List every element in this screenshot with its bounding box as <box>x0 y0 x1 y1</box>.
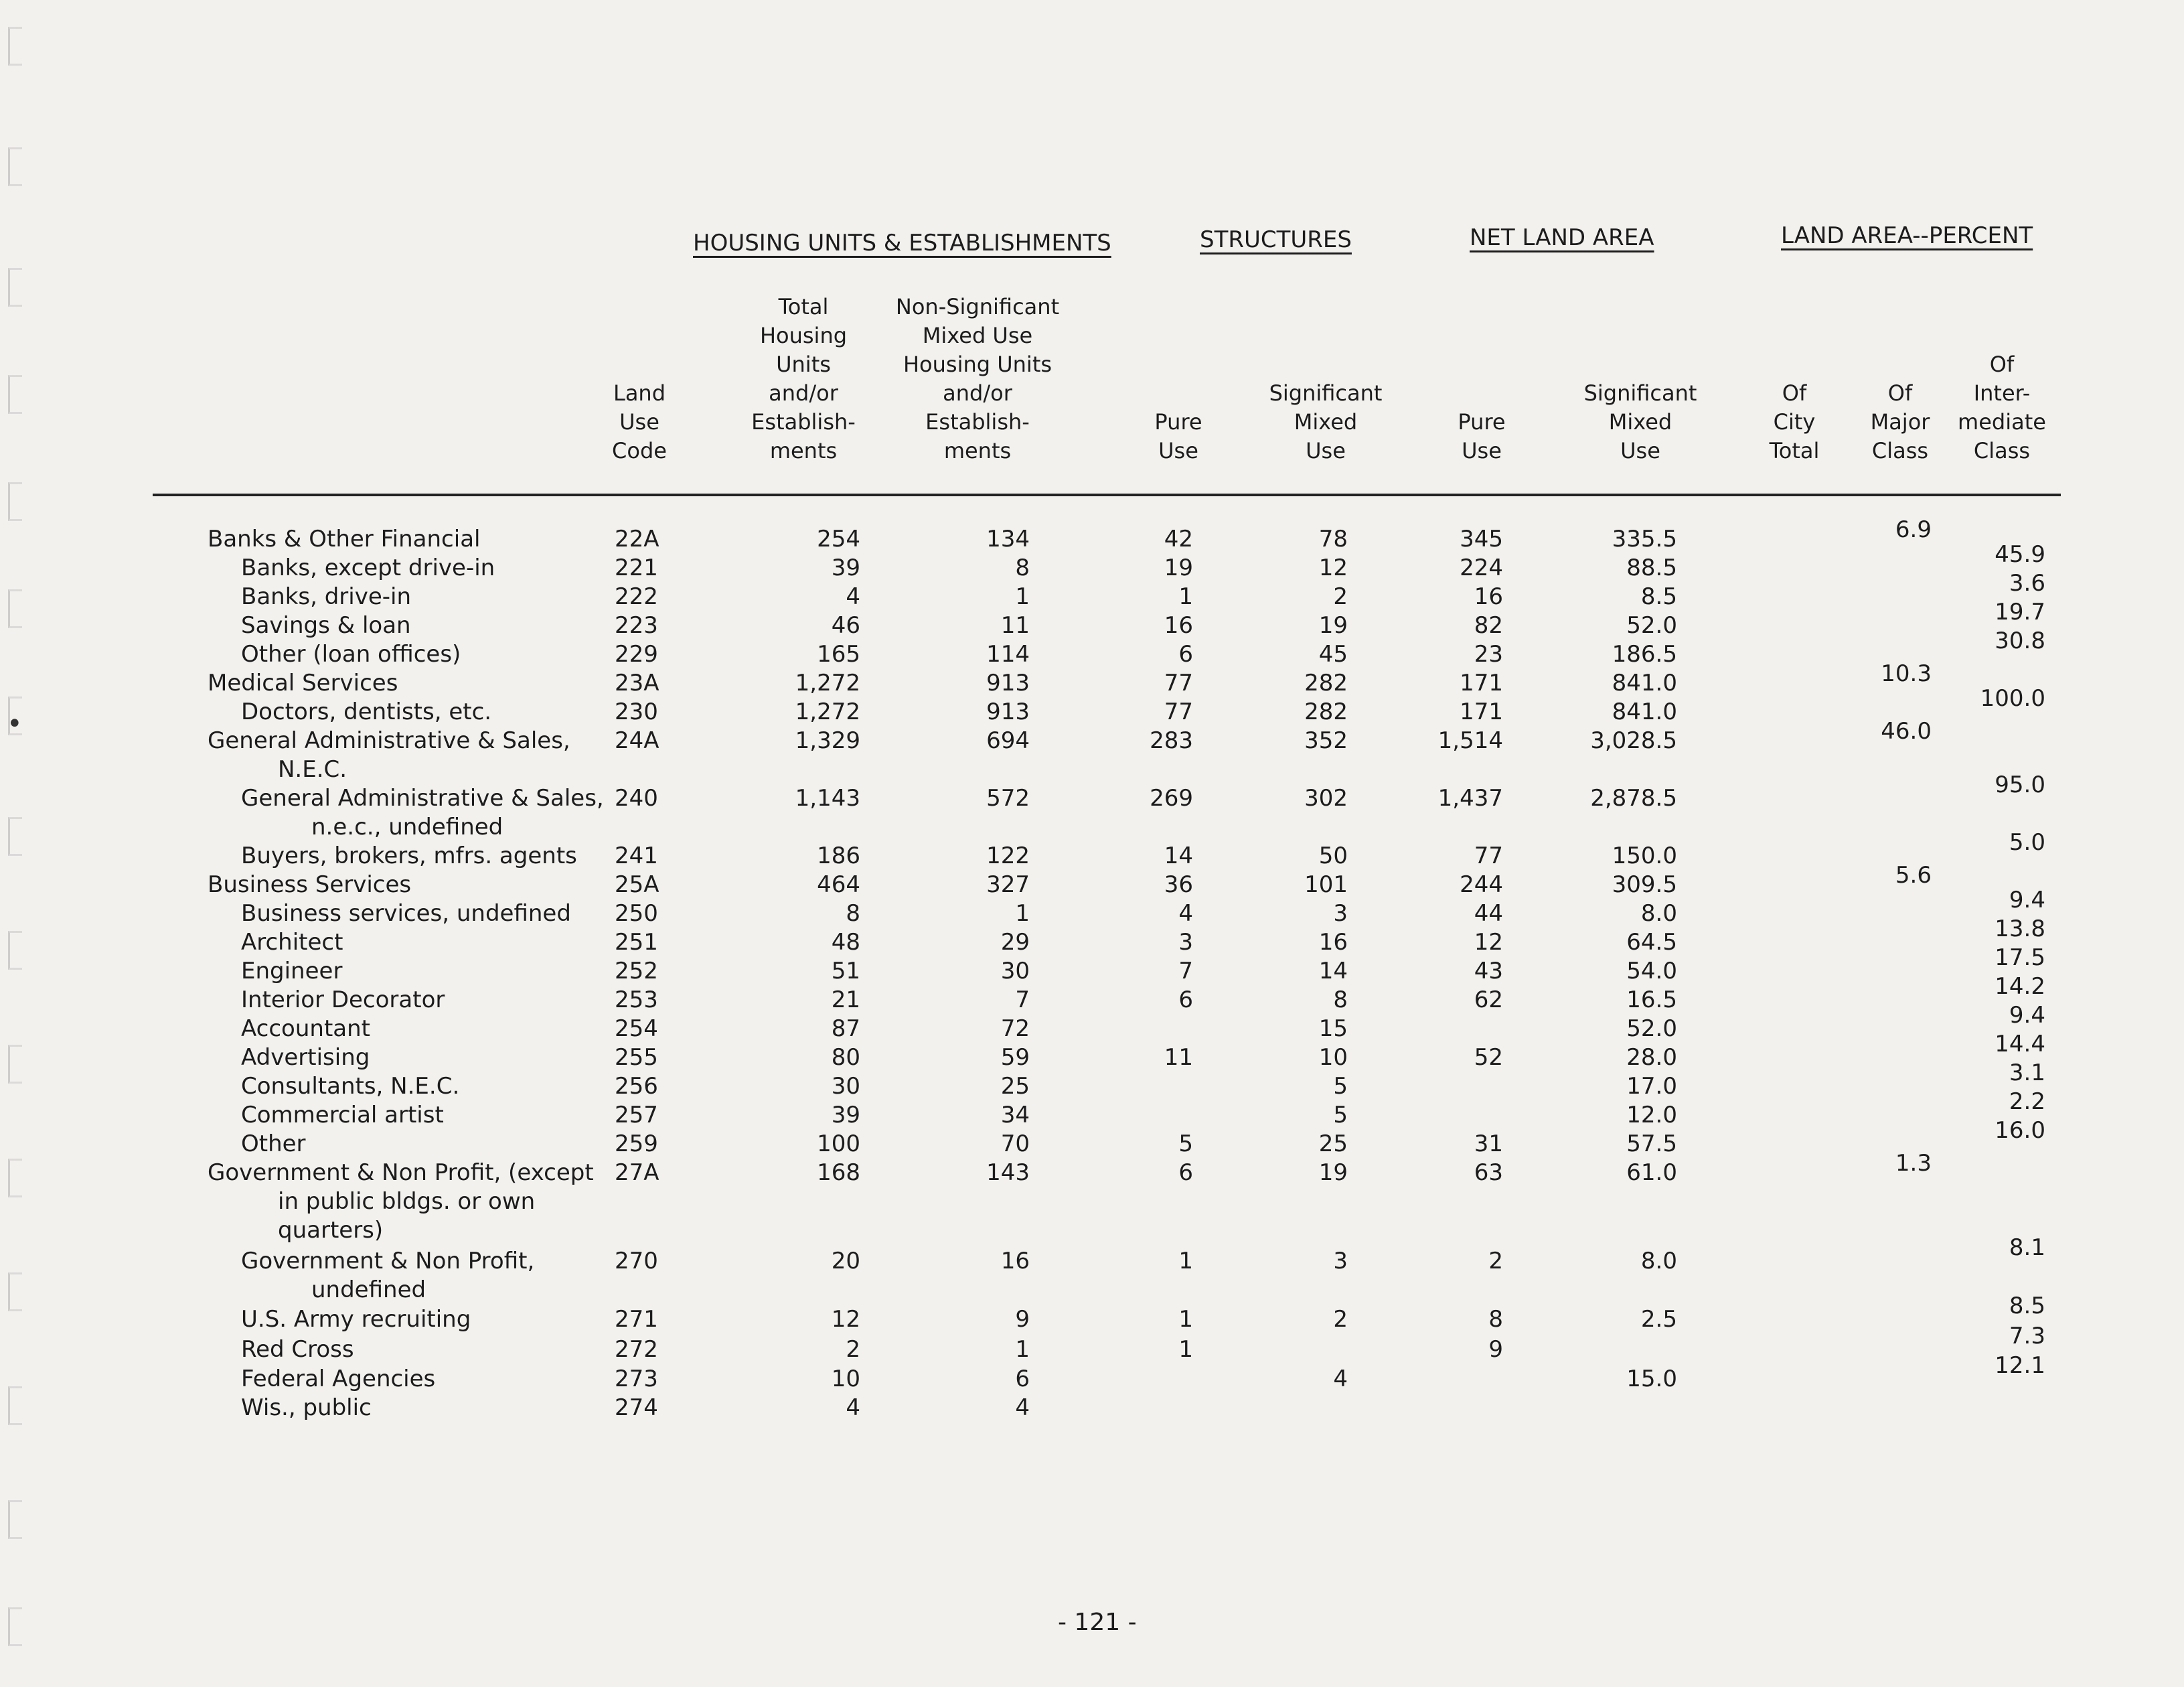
row-label-continued: n.e.c., undefined <box>311 814 503 840</box>
row-label: Other <box>241 1130 306 1157</box>
cell-s-sig: 15 <box>1318 1015 1348 1042</box>
row-label: U.S. Army recruiting <box>241 1306 471 1333</box>
group-header-land-area-percent: LAND AREA--PERCENT <box>1781 222 2033 249</box>
cell-n-pure: 8 <box>1488 1306 1503 1333</box>
land-use-code: 252 <box>615 958 658 984</box>
row-label: Business Services <box>208 871 412 898</box>
cell-s-sig: 8 <box>1333 986 1348 1013</box>
cell-n-sig: 186.5 <box>1612 641 1677 668</box>
cell-s-pure: 1 <box>1178 1306 1193 1333</box>
row-label: Consultants, N.E.C. <box>241 1073 460 1100</box>
cell-s-pure: 1 <box>1178 583 1193 610</box>
cell-total: 51 <box>831 958 860 984</box>
cell-total: 1,272 <box>795 699 860 725</box>
land-use-code: 250 <box>615 900 658 927</box>
cell-total: 2 <box>846 1336 860 1363</box>
cell-s-sig: 12 <box>1318 555 1348 581</box>
row-label: Red Cross <box>241 1336 354 1363</box>
cell-s-pure: 19 <box>1164 555 1193 581</box>
cell-total: 1,329 <box>795 727 860 754</box>
row-label: Business services, undefined <box>241 900 571 927</box>
cell-n-pure: 63 <box>1474 1159 1503 1186</box>
cell-n-pure: 171 <box>1460 670 1503 696</box>
land-use-code: 22A <box>615 526 659 553</box>
cell-nonsig: 1 <box>1015 900 1030 927</box>
row-label: General Administrative & Sales, <box>208 727 570 754</box>
cell-n-sig: 54.0 <box>1626 958 1677 984</box>
row-label: Engineer <box>241 958 343 984</box>
cell-s-sig: 78 <box>1318 526 1348 553</box>
cell-s-sig: 101 <box>1304 871 1348 898</box>
cell-n-sig: 309.5 <box>1612 871 1677 898</box>
cell-n-pure: 62 <box>1474 986 1503 1013</box>
cell-p-inter: 14.4 <box>1995 1031 2045 1057</box>
cell-n-pure: 31 <box>1474 1130 1503 1157</box>
cell-s-sig: 16 <box>1318 929 1348 956</box>
cell-total: 8 <box>846 900 860 927</box>
cell-n-sig: 52.0 <box>1626 1015 1677 1042</box>
cell-s-pure: 4 <box>1178 900 1193 927</box>
cell-n-pure: 171 <box>1460 699 1503 725</box>
cell-total: 20 <box>831 1248 860 1274</box>
row-label: Architect <box>241 929 343 956</box>
cell-p-inter: 7.3 <box>2009 1323 2045 1349</box>
land-use-code: 223 <box>615 612 658 639</box>
cell-n-pure: 2 <box>1488 1248 1503 1274</box>
cell-s-sig: 302 <box>1304 785 1348 812</box>
cell-total: 186 <box>817 842 860 869</box>
cell-total: 46 <box>831 612 860 639</box>
cell-n-pure: 345 <box>1460 526 1503 553</box>
cell-n-sig: 3,028.5 <box>1590 727 1677 754</box>
cell-s-pure: 11 <box>1164 1044 1193 1071</box>
cell-n-pure: 1,514 <box>1437 727 1503 754</box>
cell-p-inter: 14.2 <box>1995 973 2045 1000</box>
cell-p-inter: 16.0 <box>1995 1117 2045 1144</box>
cell-s-sig: 25 <box>1318 1130 1348 1157</box>
cell-p-major: 10.3 <box>1881 660 1932 687</box>
cell-p-inter: 8.5 <box>2009 1293 2045 1319</box>
column-header-city-total: Of City Total <box>1769 380 1820 463</box>
cell-total: 1,272 <box>795 670 860 696</box>
cell-n-sig: 57.5 <box>1626 1130 1677 1157</box>
cell-s-pure: 14 <box>1164 842 1193 869</box>
cell-n-sig: 16.5 <box>1626 986 1677 1013</box>
row-label-continued: in public bldgs. or own <box>278 1188 536 1215</box>
cell-s-sig: 5 <box>1333 1073 1348 1100</box>
cell-total: 4 <box>846 1394 860 1421</box>
cell-total: 168 <box>817 1159 860 1186</box>
cell-nonsig: 1 <box>1015 1336 1030 1363</box>
row-label: Medical Services <box>208 670 398 696</box>
page-number: - 121 - <box>1058 1609 1137 1636</box>
column-header-non-significant: Non-Significant Mixed Use Housing Units and/or Establish- ments <box>895 294 1060 463</box>
column-header-major-class: Of Major Class <box>1870 380 1930 463</box>
cell-s-pure: 77 <box>1164 670 1193 696</box>
column-header-structures-pure: Pure Use <box>1154 409 1202 463</box>
land-use-code: 23A <box>615 670 659 696</box>
row-label-continued: N.E.C. <box>278 756 347 783</box>
cell-nonsig: 29 <box>1000 929 1030 956</box>
cell-nonsig: 70 <box>1000 1130 1030 1157</box>
cell-nonsig: 114 <box>986 641 1030 668</box>
land-use-code: 272 <box>615 1336 658 1363</box>
cell-n-pure: 1,437 <box>1437 785 1503 812</box>
cell-n-sig: 61.0 <box>1626 1159 1677 1186</box>
cell-total: 464 <box>817 871 860 898</box>
binder-edge <box>0 0 40 1687</box>
cell-total: 10 <box>831 1366 860 1392</box>
cell-p-inter: 100.0 <box>1980 685 2045 712</box>
margin-mark: • <box>7 709 23 739</box>
cell-nonsig: 34 <box>1000 1102 1030 1128</box>
column-header-total-housing: Total Housing Units and/or Establish- ments <box>751 294 856 463</box>
cell-total: 254 <box>817 526 860 553</box>
cell-s-sig: 3 <box>1333 1248 1348 1274</box>
cell-n-sig: 2,878.5 <box>1590 785 1677 812</box>
cell-n-sig: 88.5 <box>1626 555 1677 581</box>
group-header-structures: STRUCTURES <box>1200 226 1352 253</box>
cell-n-pure: 44 <box>1474 900 1503 927</box>
column-header-net-pure: Pure Use <box>1458 409 1506 463</box>
cell-s-sig: 19 <box>1318 1159 1348 1186</box>
cell-n-sig: 841.0 <box>1612 670 1677 696</box>
cell-n-sig: 150.0 <box>1612 842 1677 869</box>
cell-p-major: 5.6 <box>1895 862 1932 889</box>
row-label: Banks, drive-in <box>241 583 412 610</box>
cell-n-pure: 52 <box>1474 1044 1503 1071</box>
cell-s-pure: 1 <box>1178 1248 1193 1274</box>
column-header-land-use-code: Land Use Code <box>612 380 667 463</box>
cell-nonsig: 1 <box>1015 583 1030 610</box>
cell-s-pure: 6 <box>1178 986 1193 1013</box>
cell-s-sig: 5 <box>1333 1102 1348 1128</box>
cell-s-sig: 2 <box>1333 583 1348 610</box>
cell-n-sig: 8.0 <box>1640 1248 1677 1274</box>
cell-s-pure: 42 <box>1164 526 1193 553</box>
column-header-intermediate-class: Of Inter- mediate Class <box>1958 352 2046 463</box>
cell-p-inter: 9.4 <box>2009 887 2045 913</box>
land-use-code: 273 <box>615 1366 658 1392</box>
cell-n-sig: 28.0 <box>1626 1044 1677 1071</box>
row-label: Government & Non Profit, (except <box>208 1159 594 1186</box>
cell-s-sig: 3 <box>1333 900 1348 927</box>
cell-n-pure: 12 <box>1474 929 1503 956</box>
land-use-code: 229 <box>615 641 658 668</box>
cell-p-inter: 8.1 <box>2009 1234 2045 1261</box>
column-header-structures-significant: Significant Mixed Use <box>1269 380 1383 463</box>
cell-total: 1,143 <box>795 785 860 812</box>
cell-n-sig: 8.0 <box>1640 900 1677 927</box>
cell-s-pure: 6 <box>1178 1159 1193 1186</box>
cell-s-pure: 5 <box>1178 1130 1193 1157</box>
row-label: Banks, except drive-in <box>241 555 495 581</box>
cell-p-inter: 45.9 <box>1995 541 2045 568</box>
cell-nonsig: 72 <box>1000 1015 1030 1042</box>
cell-s-sig: 19 <box>1318 612 1348 639</box>
land-use-code: 222 <box>615 583 658 610</box>
row-label: Commercial artist <box>241 1102 444 1128</box>
row-label: Banks & Other Financial <box>208 526 481 553</box>
cell-nonsig: 4 <box>1015 1394 1030 1421</box>
header-rule <box>153 494 2061 496</box>
cell-s-pure: 269 <box>1150 785 1193 812</box>
row-label: Buyers, brokers, mfrs. agents <box>241 842 577 869</box>
row-label-continued: quarters) <box>278 1217 384 1244</box>
cell-n-sig: 12.0 <box>1626 1102 1677 1128</box>
cell-total: 48 <box>831 929 860 956</box>
row-label: Interior Decorator <box>241 986 445 1013</box>
cell-n-sig: 2.5 <box>1640 1306 1677 1333</box>
land-use-code: 24A <box>615 727 659 754</box>
cell-p-inter: 2.2 <box>2009 1088 2045 1115</box>
cell-n-sig: 52.0 <box>1626 612 1677 639</box>
row-label: Government & Non Profit, <box>241 1248 535 1274</box>
cell-p-inter: 9.4 <box>2009 1002 2045 1029</box>
cell-s-pure: 77 <box>1164 699 1193 725</box>
cell-p-major: 6.9 <box>1895 516 1932 543</box>
cell-total: 165 <box>817 641 860 668</box>
cell-total: 87 <box>831 1015 860 1042</box>
cell-s-sig: 352 <box>1304 727 1348 754</box>
cell-n-sig: 841.0 <box>1612 699 1677 725</box>
group-header-housing: HOUSING UNITS & ESTABLISHMENTS <box>693 230 1111 256</box>
land-use-code: 256 <box>615 1073 658 1100</box>
cell-nonsig: 913 <box>986 699 1030 725</box>
cell-s-pure: 1 <box>1178 1336 1193 1363</box>
row-label: Wis., public <box>241 1394 372 1421</box>
cell-nonsig: 134 <box>986 526 1030 553</box>
land-use-code: 259 <box>615 1130 658 1157</box>
cell-s-pure: 283 <box>1150 727 1193 754</box>
cell-nonsig: 25 <box>1000 1073 1030 1100</box>
cell-s-pure: 16 <box>1164 612 1193 639</box>
cell-p-inter: 95.0 <box>1995 772 2045 798</box>
cell-nonsig: 694 <box>986 727 1030 754</box>
land-use-code: 254 <box>615 1015 658 1042</box>
cell-s-sig: 10 <box>1318 1044 1348 1071</box>
cell-total: 39 <box>831 555 860 581</box>
cell-s-sig: 282 <box>1304 670 1348 696</box>
land-use-code: 251 <box>615 929 658 956</box>
cell-n-pure: 224 <box>1460 555 1503 581</box>
land-use-code: 240 <box>615 785 658 812</box>
land-use-code: 257 <box>615 1102 658 1128</box>
cell-n-pure: 43 <box>1474 958 1503 984</box>
land-use-code: 221 <box>615 555 658 581</box>
cell-p-inter: 3.6 <box>2009 570 2045 597</box>
land-use-code: 253 <box>615 986 658 1013</box>
land-use-code: 230 <box>615 699 658 725</box>
cell-p-inter: 30.8 <box>1995 628 2045 654</box>
cell-s-sig: 4 <box>1333 1366 1348 1392</box>
cell-total: 80 <box>831 1044 860 1071</box>
cell-nonsig: 122 <box>986 842 1030 869</box>
row-label: Advertising <box>241 1044 370 1071</box>
cell-nonsig: 143 <box>986 1159 1030 1186</box>
cell-n-pure: 244 <box>1460 871 1503 898</box>
cell-p-major: 1.3 <box>1895 1150 1932 1177</box>
cell-total: 12 <box>831 1306 860 1333</box>
cell-total: 39 <box>831 1102 860 1128</box>
cell-total: 100 <box>817 1130 860 1157</box>
land-use-code: 27A <box>615 1159 659 1186</box>
cell-total: 30 <box>831 1073 860 1100</box>
cell-nonsig: 8 <box>1015 555 1030 581</box>
land-use-code: 255 <box>615 1044 658 1071</box>
row-label-continued: undefined <box>311 1276 426 1303</box>
cell-p-inter: 13.8 <box>1995 915 2045 942</box>
group-header-net-land-area: NET LAND AREA <box>1470 224 1654 251</box>
cell-nonsig: 9 <box>1015 1306 1030 1333</box>
cell-total: 21 <box>831 986 860 1013</box>
cell-nonsig: 30 <box>1000 958 1030 984</box>
land-use-code: 241 <box>615 842 658 869</box>
cell-p-inter: 17.5 <box>1995 944 2045 971</box>
cell-s-pure: 3 <box>1178 929 1193 956</box>
cell-n-pure: 77 <box>1474 842 1503 869</box>
cell-nonsig: 913 <box>986 670 1030 696</box>
cell-n-sig: 8.5 <box>1640 583 1677 610</box>
cell-s-sig: 50 <box>1318 842 1348 869</box>
row-label: Doctors, dentists, etc. <box>241 699 492 725</box>
land-use-code: 271 <box>615 1306 658 1333</box>
cell-nonsig: 6 <box>1015 1366 1030 1392</box>
cell-p-inter: 12.1 <box>1995 1352 2045 1379</box>
cell-s-pure: 36 <box>1164 871 1193 898</box>
cell-n-sig: 15.0 <box>1626 1366 1677 1392</box>
land-use-code: 270 <box>615 1248 658 1274</box>
cell-n-pure: 9 <box>1488 1336 1503 1363</box>
row-label: Accountant <box>241 1015 370 1042</box>
cell-n-pure: 16 <box>1474 583 1503 610</box>
row-label: Savings & loan <box>241 612 411 639</box>
cell-nonsig: 16 <box>1000 1248 1030 1274</box>
cell-p-major: 46.0 <box>1881 718 1932 745</box>
row-label: Federal Agencies <box>241 1366 436 1392</box>
row-label: General Administrative & Sales, <box>241 785 604 812</box>
cell-s-pure: 6 <box>1178 641 1193 668</box>
cell-nonsig: 327 <box>986 871 1030 898</box>
cell-p-inter: 3.1 <box>2009 1059 2045 1086</box>
cell-s-sig: 2 <box>1333 1306 1348 1333</box>
cell-nonsig: 11 <box>1000 612 1030 639</box>
land-use-code: 25A <box>615 871 659 898</box>
cell-n-pure: 82 <box>1474 612 1503 639</box>
cell-n-pure: 23 <box>1474 641 1503 668</box>
cell-nonsig: 572 <box>986 785 1030 812</box>
cell-total: 4 <box>846 583 860 610</box>
cell-s-sig: 14 <box>1318 958 1348 984</box>
row-label: Other (loan offices) <box>241 641 461 668</box>
cell-p-inter: 5.0 <box>2009 829 2045 856</box>
column-header-net-significant: Significant Mixed Use <box>1583 380 1697 463</box>
cell-s-sig: 45 <box>1318 641 1348 668</box>
cell-s-sig: 282 <box>1304 699 1348 725</box>
cell-s-pure: 7 <box>1178 958 1193 984</box>
cell-nonsig: 59 <box>1000 1044 1030 1071</box>
land-use-code: 274 <box>615 1394 658 1421</box>
cell-n-sig: 17.0 <box>1626 1073 1677 1100</box>
cell-n-sig: 64.5 <box>1626 929 1677 956</box>
cell-p-inter: 19.7 <box>1995 599 2045 626</box>
cell-n-sig: 335.5 <box>1612 526 1677 553</box>
cell-nonsig: 7 <box>1015 986 1030 1013</box>
